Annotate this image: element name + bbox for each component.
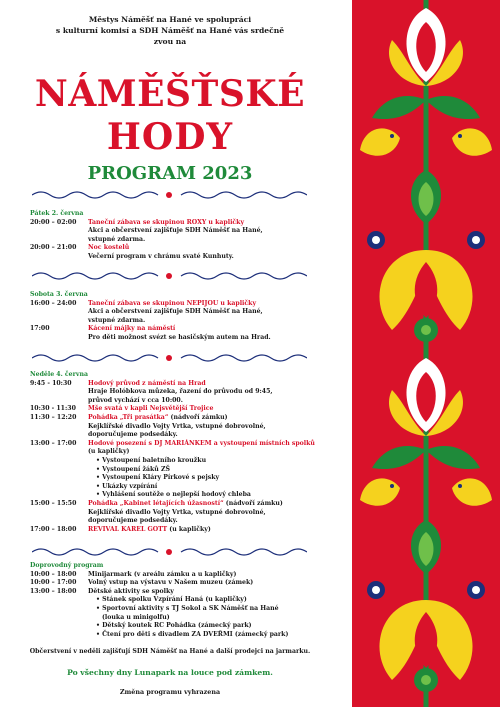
list-item-text: Sportovní aktivity s TJ Sokol a SK Náměšť na Hané [102, 604, 279, 612]
intro-line: s kulturní komisí a SDH Náměšť na Hané vás srdečně [55, 26, 285, 35]
event-title: Taneční zábava se skupinou NEPIJOU u kapličky [88, 299, 257, 307]
event-time: 10:00 – 17:00 [30, 579, 77, 587]
event-title: Mše svatá v kapli Nejsvětější Trojice [88, 405, 214, 413]
event-venue: (u kapličky) [167, 525, 211, 533]
event-detail: průvod vychází v cca 10:00. [88, 396, 183, 404]
intro-line: zvou na [153, 37, 187, 46]
day-heading: Doprovodný program [30, 562, 104, 569]
folk-ornament-band [352, 0, 500, 707]
list-item-text: Vystoupení žáků ZŠ [102, 465, 170, 473]
day-heading: Neděle 4. června [30, 371, 88, 378]
title-line-2: HODY [106, 116, 234, 158]
list-item-text: Vyhlášení soutěže o nejlepší hodový chleba [102, 491, 251, 499]
event-detail: (u kapličky) [88, 448, 130, 456]
ornament-divider [32, 270, 307, 282]
event-detail: Kejklířské divadlo Vojty Vrtka, vstupné dobrovolné, [88, 508, 266, 516]
friday-section [30, 210, 330, 262]
event-time: 17:00 – 18:00 [30, 525, 77, 533]
ornament-divider [32, 189, 307, 201]
event-time: 9:45 - 10:30 [30, 379, 72, 387]
list-item-cont: (louka u minigolfu) [102, 613, 170, 621]
tulip-motif [360, 8, 492, 342]
list-item: • Čtení pro děti s divadlem ZA DVEŘMI (zámecký park) [96, 630, 289, 638]
day-heading: Sobota 3. června [30, 291, 88, 298]
event-detail: doporučujeme podsedáky. [88, 431, 178, 439]
list-item: • Stánek spolku Vzpírání Haná (u kapličky) [96, 596, 247, 604]
list-item: • Vystoupení žáků ZŠ [96, 465, 170, 473]
list-item: • Sportovní aktivity s TJ Sokol a SK Náměšť na Hané [96, 604, 279, 612]
event-title: Hodový průvod z náměstí na Hrad [88, 379, 206, 387]
event-title: Pohádka „Kabinet létajících úžasností“ [88, 499, 224, 507]
folk-ornament-art [352, 0, 500, 707]
list-item-text: Čtení pro děti s divadlem ZA DVEŘMI (zámecký park) [102, 630, 289, 638]
event-title: Hodové posezení s DJ MARIÁNKEM a vystoupení místních spolků [88, 439, 315, 447]
disclaimer: Změna programu vyhrazena [119, 688, 221, 696]
list-item-text: Stánek spolku Vzpírání Haná (u kapličky) [102, 596, 247, 604]
event-title: Dětské aktivity se spolky [88, 587, 174, 595]
event-detail: Hraje Holóbkova můzeka, řazení do průvodu od 9:45, [88, 388, 273, 396]
event-detail: Kejklířské divadlo Vojty Vrtka, vstupné dobrovolné, [88, 422, 266, 430]
list-item: • Vystoupení Kláry Pírkové s pejsky [96, 474, 220, 482]
title-line-1: NÁMĚŠŤSKÉ [34, 73, 306, 115]
event-title: REVIVAL KAREL GOTT [88, 525, 168, 533]
intro-text [20, 14, 320, 47]
ornament-divider [32, 546, 307, 558]
event-time: 10:00 – 18:00 [30, 570, 77, 578]
event-time: 20:00 – 02:00 [30, 218, 77, 226]
side-program-section [30, 562, 330, 639]
event-detail: Pro děti možnost svézt se hasičským autem na Hrad. [88, 333, 271, 341]
event-title: Pohádka „Tři prasátka“ [88, 413, 169, 421]
event-detail: vstupné zdarma. [88, 235, 146, 243]
event-time: 13:00 – 18:00 [30, 587, 77, 595]
list-item-text: Dětský koutek RC Pohádka (zámecký park) [102, 622, 252, 630]
event-time: 16:00 – 24:00 [30, 299, 77, 307]
lunapark-note: Po všechny dny Lunapark na louce pod zámkem. [67, 668, 273, 677]
event-detail: Akci a občerstvení zajišťuje SDH Náměšť na Hané, [88, 308, 263, 316]
event-detail: vstupné zdarma. [88, 316, 146, 324]
event-time: 13:00 – 17:00 [30, 439, 77, 447]
refreshments-note: Občerstvení v neděli zajišťují SDH Náměšť na Hané a další prodejci na jarmarku. [29, 648, 311, 655]
list-item-text: Vystoupení Kláry Pírkové s pejsky [102, 474, 220, 482]
event-time: 10:30 - 11:30 [30, 405, 76, 413]
event-title: Kácení májky na náměstí [88, 325, 176, 333]
event-title: Volný vstup na výstavu v Našem muzeu (zámek) [88, 579, 254, 587]
event-title: Minijarmark (v areálu zámku a u kapličky) [88, 570, 237, 578]
list-item-text: Vystoupení baletního kroužku [102, 456, 207, 464]
event-venue: (nádvoří zámku) [223, 499, 283, 507]
event-title: Noc kostelů [88, 244, 130, 252]
event-time: 17:00 [30, 325, 50, 333]
event-time: 20:00 – 21:00 [30, 244, 77, 252]
event-venue: (nádvoří zámku) [168, 413, 228, 421]
event-detail: Večerní program v chrámu svaté Kunhuty. [88, 252, 234, 260]
list-item: • Vystoupení baletního kroužku [96, 456, 207, 464]
event-detail: doporučujeme podsedáky. [88, 517, 178, 525]
day-heading: Pátek 2. června [30, 210, 84, 217]
event-time: 15:00 – 15:50 [30, 499, 77, 507]
list-item: • Vyhlášení soutěže o nejlepší hodový chleba [96, 491, 251, 499]
program-heading: PROGRAM 2023 [87, 163, 253, 184]
event-detail: Akci a občerstvení zajišťuje SDH Náměšť na Hané, [88, 227, 263, 235]
sunday-section [30, 371, 330, 534]
list-item: • Dětský koutek RC Pohádka (zámecký park) [96, 622, 252, 630]
list-item: • Ukázky vzpírání [96, 482, 158, 490]
saturday-section [30, 291, 330, 343]
ornament-divider [32, 352, 307, 364]
intro-line: Městys Náměšť na Hané ve spolupráci [88, 15, 252, 24]
event-time: 11:30 – 12:20 [30, 413, 77, 421]
event-title: Taneční zábava se skupinou ROXY u kapličky [88, 218, 245, 226]
list-item-text: Ukázky vzpírání [102, 482, 158, 490]
